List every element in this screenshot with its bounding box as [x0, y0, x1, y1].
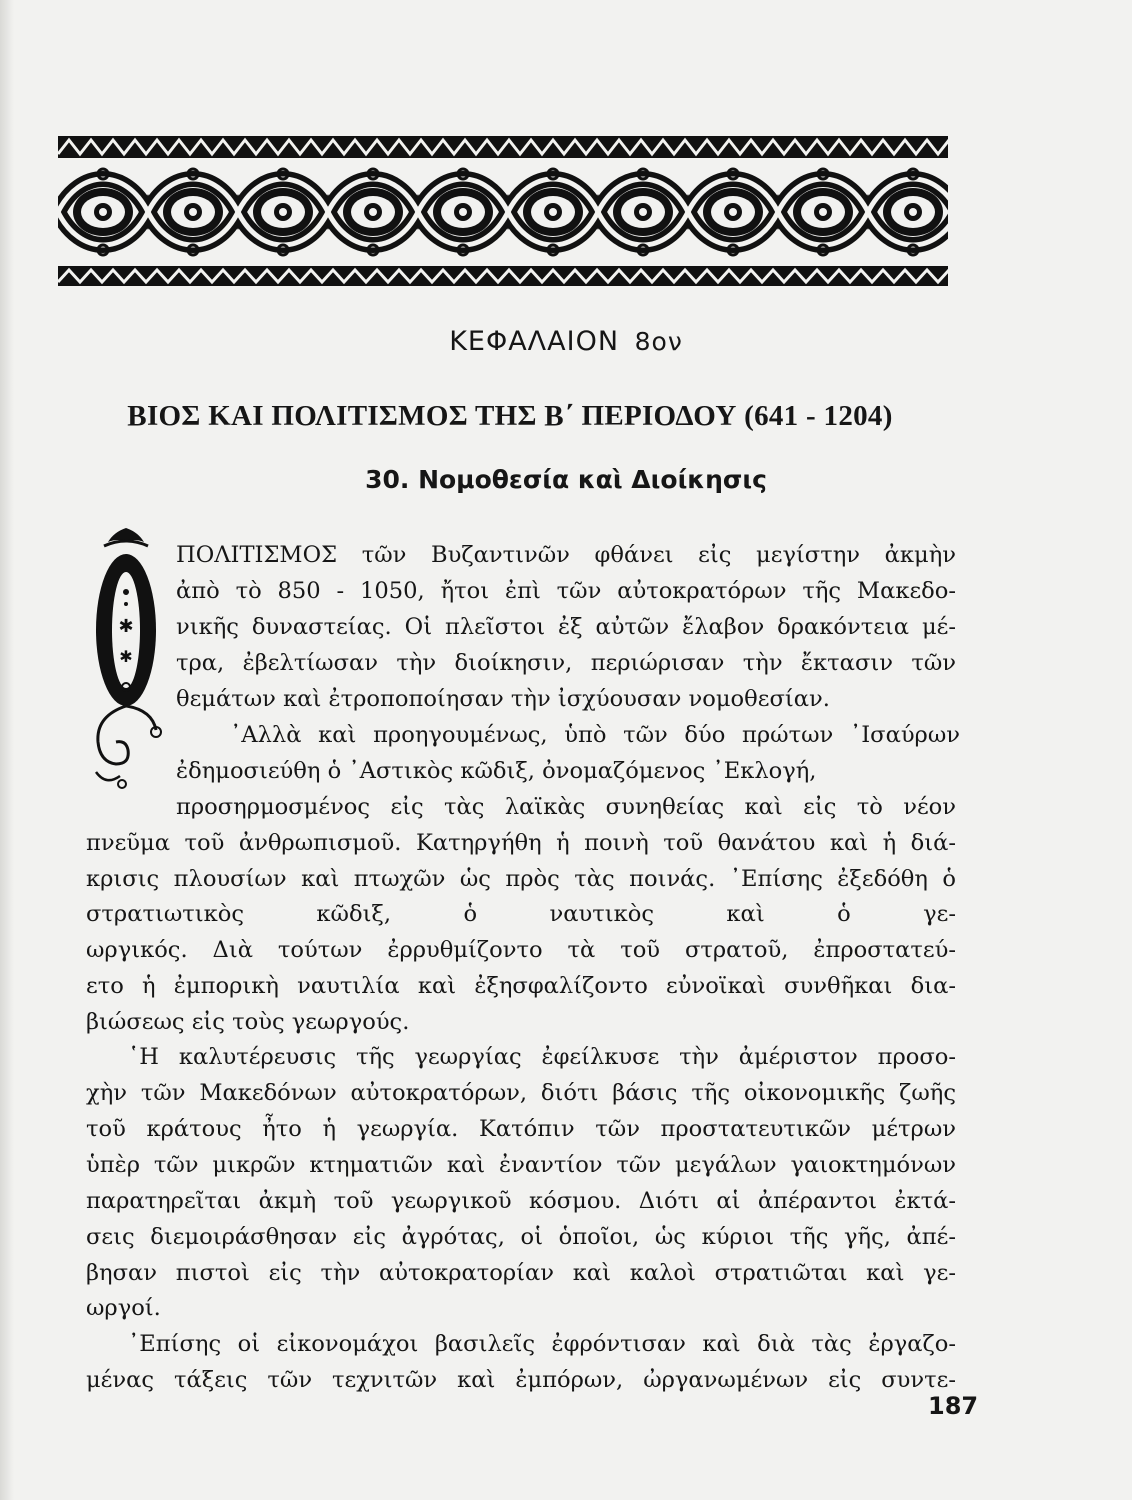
- body-text-line: νικῆς δυναστείας. Οἱ πλεῖστοι ἐξ αὐτῶν ἔλαβον δρακόντεια μέ-: [176, 614, 956, 640]
- svg-text:✱: ✱: [119, 647, 133, 666]
- body-text-line: ᾿Επίσης οἱ εἰκονομάχοι βασιλεῖς ἐφρόντισαν καὶ διὰ τὰς ἐργαζο-: [128, 1331, 956, 1357]
- body-text-line: ἀπὸ τὸ 850 - 1050, ἤτοι ἐπὶ τῶν αὐτοκρατόρων τῆς Μακεδο-: [176, 578, 956, 604]
- body-text-line: ἐδημοσιεύθη ὁ ᾿Αστικὸς κῶδιξ, ὀνομαζόμενος ᾿Εκλογή,: [176, 758, 817, 784]
- body-text-line: ὑπὲρ τῶν μικρῶν κτηματιῶν καὶ ἐναντίον τῶν μεγάλων γαιοκτημόνων: [86, 1152, 956, 1178]
- body-text-line: τοῦ κράτους ἦτο ἡ γεωργία. Κατόπιν τῶν προστατευτικῶν μέτρων: [86, 1116, 956, 1142]
- svg-text:✱: ✱: [118, 616, 134, 637]
- body-text-line: κρισις πλουσίων καὶ πτωχῶν ὡς πρὸς τὰς ποινάς. ᾿Επίσης ἐξεδόθη ὁ: [86, 866, 956, 892]
- page-edge-shadow: [0, 0, 14, 1500]
- body-text-line: στρατιωτικὸς κῶδιξ, ὁ ναυτικὸς καὶ ὁ γε-: [86, 901, 956, 927]
- ornamental-header-border: [58, 128, 948, 288]
- chapter-number: 8ον: [634, 327, 683, 356]
- body-text-line: βιώσεως εἰς τοὺς γεωργούς.: [86, 1009, 410, 1035]
- decorated-initial-icon: [86, 522, 164, 792]
- body-text-line: τρα, ἐβελτίωσαν τὴν διοίκησιν, περιώρισαν τὴν ἔκτασιν τῶν: [176, 650, 956, 676]
- body-text-line: προσηρμοσμένος εἰς τὰς λαϊκὰς συνηθείας καὶ εἰς τὸ νέον: [176, 794, 956, 820]
- body-text-line: μένας τάξεις τῶν τεχνιτῶν καὶ ἐμπόρων, ὠργανωμένων εἰς συντε-: [86, 1367, 956, 1393]
- section-heading: 30. Νομοθεσία καὶ Διοίκησις: [365, 465, 767, 494]
- body-text-line: ωργικός. Διὰ τούτων ἐρρυθμίζοντο τὰ τοῦ στρατοῦ, ἐπροστατεύ-: [86, 937, 956, 963]
- chapter-label: ΚΕΦΑΛΑΙΟΝ: [449, 326, 620, 357]
- chapter-heading: [0, 326, 1132, 357]
- body-text-line: πνεῦμα τοῦ ἀνθρωπισμοῦ. Κατηργήθη ἡ ποινὴ τοῦ θανάτου καὶ ἡ διά-: [86, 830, 956, 856]
- body-text-line: βησαν πιστοὶ εἰς τὴν αὐτοκρατορίαν καὶ καλοὶ στρατιῶται καὶ γε-: [86, 1260, 956, 1286]
- chapter-title: ΒΙΟΣ ΚΑΙ ΠΟΛΙΤΙΣΜΟΣ ΤΗΣ Β΄ ΠΕΡΙΟΔΟΥ (641 - 1204): [127, 400, 893, 432]
- body-text-line: παρατηρεῖται ἀκμὴ τοῦ γεωργικοῦ κόσμου. Διότι αἱ ἀπέραντοι ἐκτά-: [86, 1188, 956, 1214]
- body-text-line: χὴν τῶν Μακεδόνων αὐτοκρατόρων, διότι βάσις τῆς οἰκονομικῆς ζωῆς: [86, 1080, 956, 1106]
- body-text-line: ωργοί.: [86, 1295, 161, 1321]
- body-text-line: σεις διεμοιράσθησαν εἰς ἀγρότας, οἱ ὁποῖοι, ὡς κύριοι τῆς γῆς, ἀπέ-: [86, 1224, 956, 1250]
- page-number: 187: [928, 1392, 979, 1420]
- body-text-line: ΠΟΛΙΤΙΣΜΟΣ τῶν Βυζαντινῶν φθάνει εἰς μεγίστην ἀκμὴν: [176, 542, 956, 568]
- body-text-line: ετο ἡ ἐμπορικὴ ναυτιλία καὶ ἐξησφαλίζοντο εὐνοϊκαὶ συνθῆκαι δια-: [86, 973, 956, 999]
- body-text-line: θεμάτων καὶ ἐτροποποίησαν τὴν ἰσχύουσαν νομοθεσίαν.: [176, 686, 830, 712]
- body-text-line: ῾Η καλυτέρευσις τῆς γεωργίας ἐφείλκυσε τὴν ἀμέριστον προσο-: [128, 1044, 956, 1070]
- body-text-line: ᾿Αλλὰ καὶ προηγουμένως, ὑπὸ τῶν δύο πρώτων ᾿Ισαύρων: [230, 722, 960, 748]
